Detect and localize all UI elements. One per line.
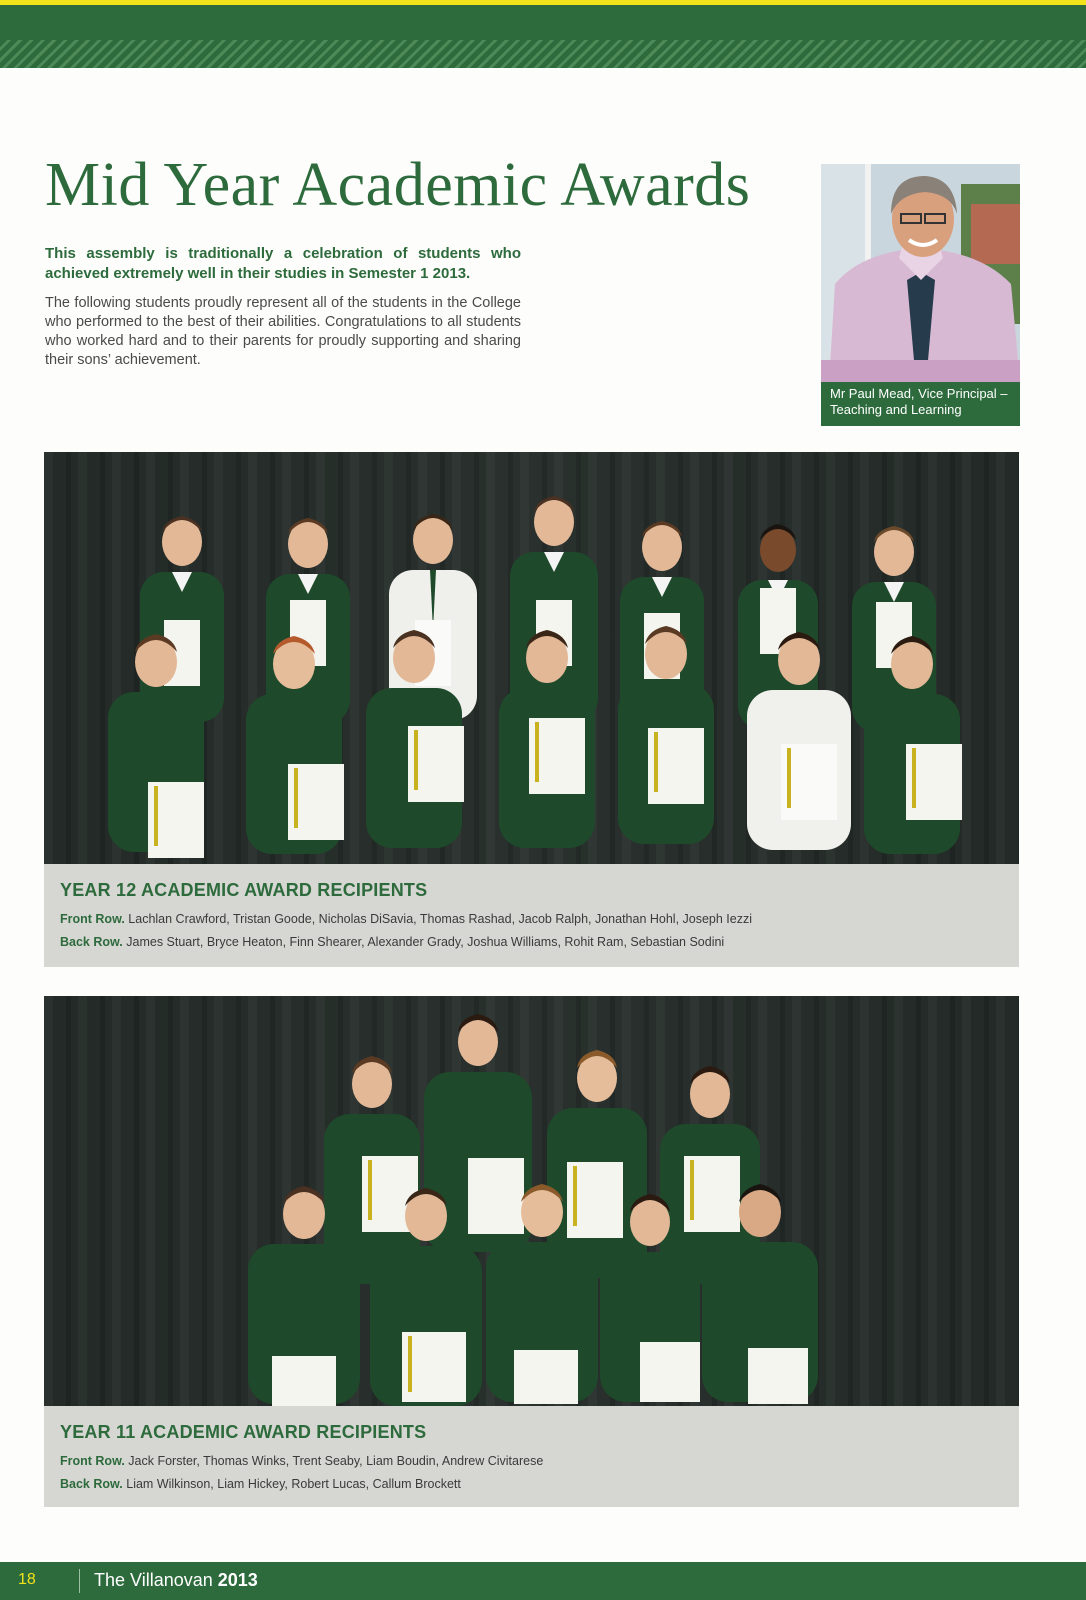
year12-section (44, 452, 1019, 967)
year11-group-photo (44, 996, 1019, 1406)
year12-back-names: James Stuart, Bryce Heaton, Finn Shearer, Alexander Grady, Joshua Williams, Rohit Ram, Sebastian Sodini (126, 935, 725, 949)
year12-front-row (60, 912, 752, 926)
year11-front-names: Jack Forster, Thomas Winks, Trent Seaby, Liam Boudin, Andrew Civitarese (128, 1454, 544, 1468)
page-number: 18 (18, 1571, 36, 1588)
year12-group-photo (44, 452, 1019, 864)
year11-caption-box (44, 1406, 1019, 1507)
header-band (0, 0, 1086, 68)
page-footer (0, 1562, 1086, 1600)
year12-front-label: Front Row. (60, 912, 125, 926)
magazine-name: The Villanovan (94, 1570, 213, 1590)
header-hatched-stripe (0, 40, 1086, 68)
year11-section (44, 996, 1019, 1511)
year12-front-names: Lachlan Crawford, Tristan Goode, Nicholas DiSavia, Thomas Rashad, Jacob Ralph, Jonathan Hohl, Joseph Iezzi (128, 912, 753, 926)
year11-back-row (60, 1477, 461, 1491)
footer-divider (79, 1569, 80, 1593)
year11-heading: YEAR 11 ACADEMIC AWARD RECIPIENTS (60, 1422, 427, 1442)
magazine-title (94, 1570, 258, 1591)
portrait-photo (821, 164, 1020, 382)
year11-back-names: Liam Wilkinson, Liam Hickey, Robert Lucas, Callum Brockett (126, 1477, 461, 1491)
intro-body: The following students proudly represent all of the students in the College who performed to the best of their abilities. Congratulations to all students who worked hard and to their parents for proudly supporting and sharing their sons’ achievement. (45, 295, 521, 368)
portrait-caption: Mr Paul Mead, Vice Principal – Teaching and Learning (830, 386, 1008, 417)
year12-heading: YEAR 12 ACADEMIC AWARD RECIPIENTS (60, 880, 428, 900)
header-yellow-stripe (0, 0, 1086, 5)
page-title: Mid Year Academic Awards (45, 151, 751, 219)
year12-back-label: Back Row. (60, 935, 123, 949)
year12-back-row (60, 935, 724, 949)
intro-lead: This assembly is traditionally a celebration of students who achieved extremely well in their studies in Semester 1 2013. (45, 245, 521, 282)
year11-back-label: Back Row. (60, 1477, 123, 1491)
magazine-year: 2013 (217, 1570, 258, 1590)
year11-front-row (60, 1454, 543, 1468)
year11-front-label: Front Row. (60, 1454, 125, 1468)
year12-caption-box (44, 864, 1019, 967)
vice-principal-portrait (821, 164, 1020, 426)
